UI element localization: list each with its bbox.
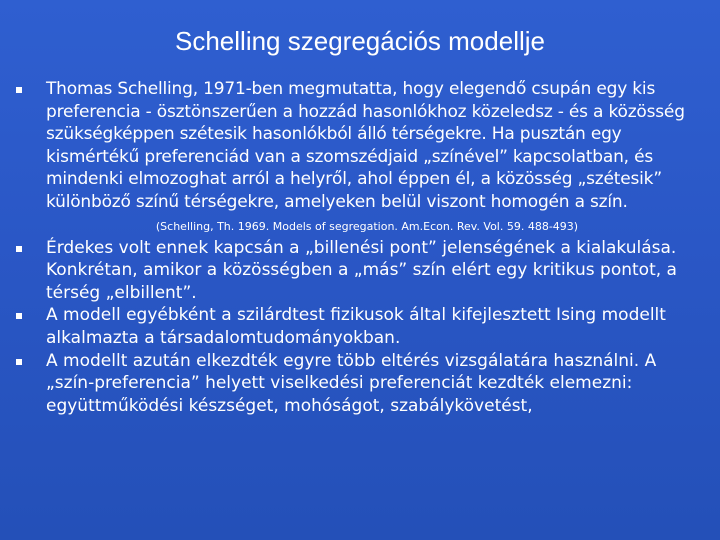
bullet-item xyxy=(12,237,708,305)
bullet-text: Thomas Schelling, 1971-ben megmutatta, hogy elegendő csupán egy kis preferencia - ösztönszerűen a hozzád hasonlókhoz közeledsz - és a közösség szükségképpen szétesik hasonlókból álló térségekre. Ha pusztán egy kismértékű preferenciád van a szomszédjaid „színével” kapcsolatban, és mindenki elmozoghat arról a helyről, ahol éppen él, a közösség „szétesik” különböző színű térségekre, amelyeken belül viszont homogén a szín. xyxy=(46,79,685,212)
bullet-text: Érdekes volt ennek kapcsán a „billenési pont” jelenségének a kialakulása. Konkrétan, amikor a közösségben a „más” szín elért egy kritikus pontot, a térség „elbillent”. xyxy=(46,237,677,303)
citation: (Schelling, Th. 1969. Models of segregation. Am.Econ. Rev. Vol. 59. 488-493) xyxy=(155,219,579,233)
square-bullet-icon xyxy=(16,87,22,93)
bullet-text: A modell egyébként a szilárdtest fizikusok által kifejlesztett Ising modellt alkalmazta a társadalomtudományokban. xyxy=(46,305,666,348)
square-bullet-icon xyxy=(16,313,22,319)
bullet-item xyxy=(12,304,708,349)
square-bullet-icon xyxy=(16,359,22,365)
square-bullet-icon xyxy=(16,246,22,252)
slide-title: Schelling szegregációs modellje xyxy=(175,26,545,56)
bullet-item xyxy=(12,78,708,214)
bullet-item xyxy=(12,350,708,418)
bullet-list xyxy=(12,78,708,417)
bullet-text: A modellt azután elkezdték egyre több eltérés vizsgálatára használni. A „szín-preferencia” helyett viselkedési preferenciát kezdték elemezni: együttműködési készséget, mohóságot, szabálykövetést, xyxy=(46,350,657,416)
